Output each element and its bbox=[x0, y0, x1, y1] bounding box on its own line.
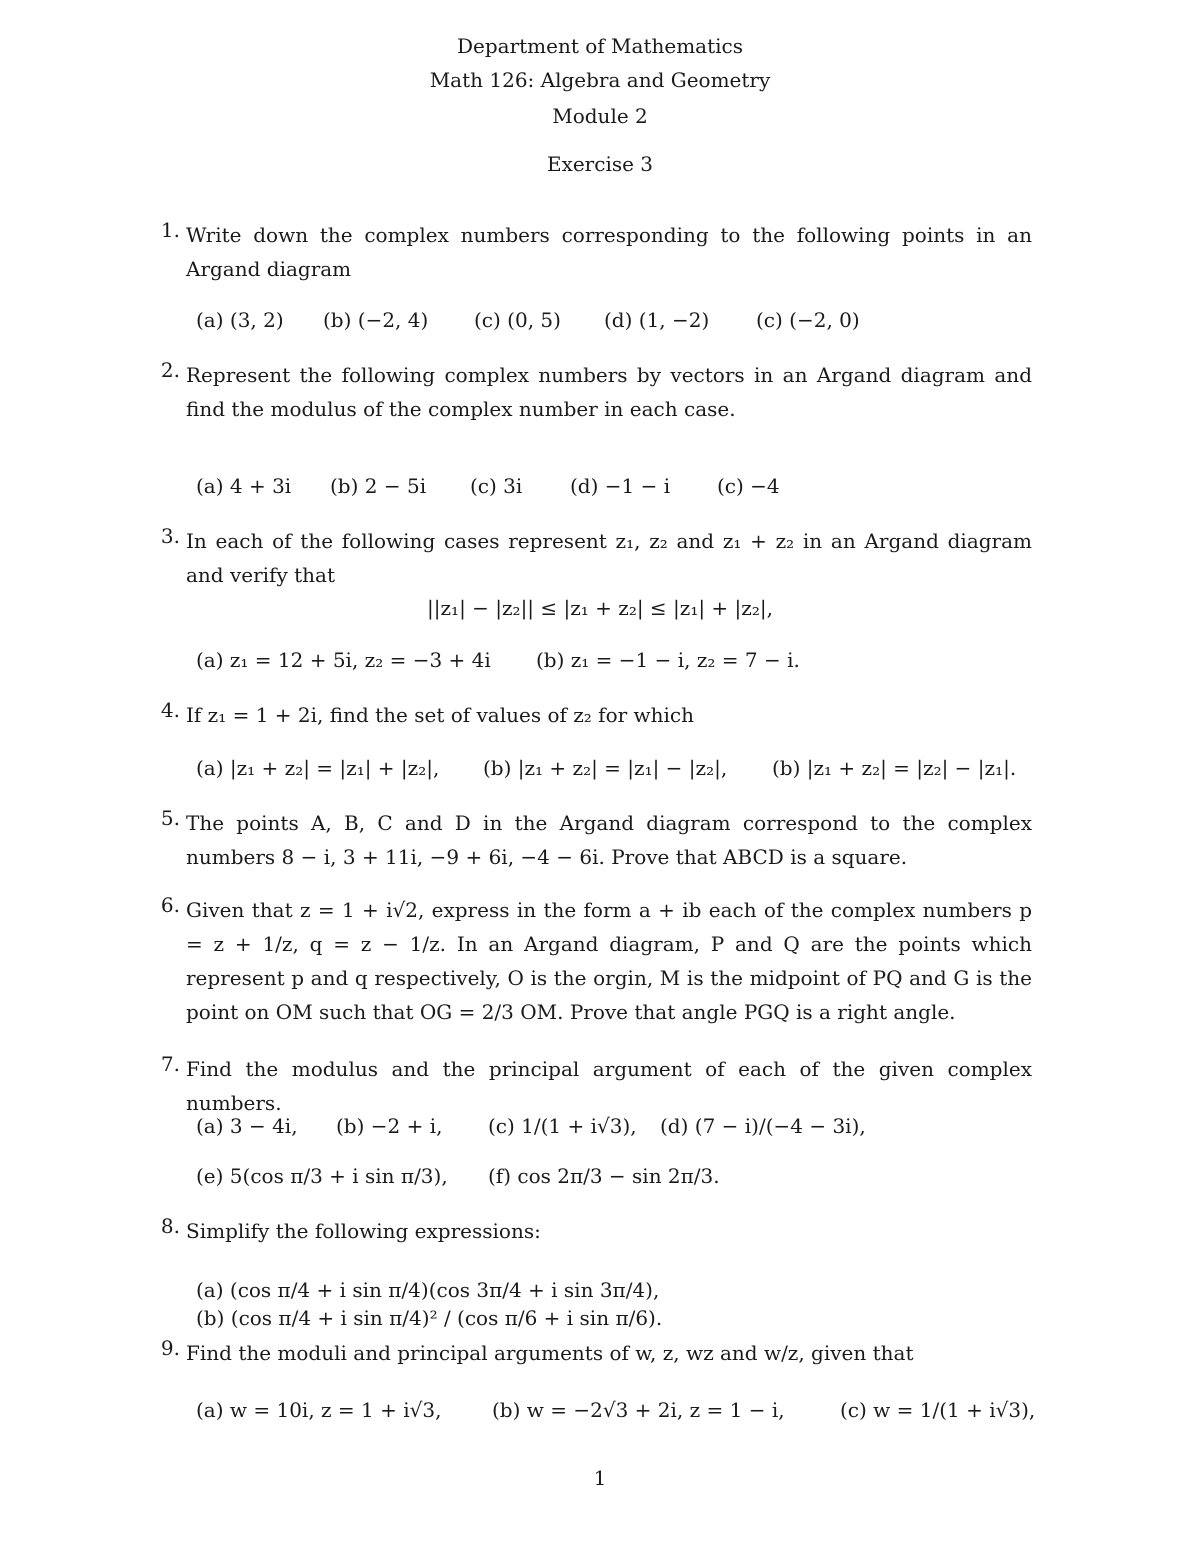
course-title: Math 126: Algebra and Geometry bbox=[429, 68, 771, 92]
question-3-text: In each of the following cases represent z₁, z₂ and z₁ + z₂ in an Argand diagram and verify that bbox=[186, 529, 1032, 587]
q7-part-d: (d) (7 − i)/(−4 − 3i), bbox=[660, 1114, 866, 1138]
q7-part-b: (b) −2 + i, bbox=[336, 1114, 443, 1138]
q4-part-c: (b) |z₁ + z₂| = |z₂| − |z₁|. bbox=[772, 756, 1017, 780]
q2-part-d: (d) −1 − i bbox=[570, 474, 671, 498]
question-1-text: Write down the complex numbers corresponding to the following points in an Argand diagram bbox=[186, 223, 1032, 281]
department-title: Department of Mathematics bbox=[456, 34, 743, 58]
q2-part-e: (c) −4 bbox=[717, 474, 780, 498]
q3-triangle-inequality: ||z₁| − |z₂|| ≤ |z₁ + z₂| ≤ |z₁| + |z₂|, bbox=[427, 596, 773, 620]
q2-part-b: (b) 2 − 5i bbox=[330, 474, 427, 498]
question-9-text: Find the moduli and principal arguments of w, z, wz and w/z, given that bbox=[186, 1341, 914, 1365]
question-3-number: 3. bbox=[160, 524, 180, 548]
q2-part-a: (a) 4 + 3i bbox=[196, 474, 292, 498]
q1-part-c: (c) (0, 5) bbox=[474, 308, 561, 332]
question-8-text: Simplify the following expressions: bbox=[186, 1219, 541, 1243]
q2-part-c: (c) 3i bbox=[470, 474, 523, 498]
q7-part-c: (c) 1/(1 + i√3), bbox=[488, 1114, 637, 1138]
q1-part-a: (a) (3, 2) bbox=[196, 308, 284, 332]
q9-part-a: (a) w = 10i, z = 1 + i√3, bbox=[196, 1398, 442, 1422]
question-2-number: 2. bbox=[160, 358, 180, 382]
question-8-number: 8. bbox=[160, 1214, 180, 1238]
q3-part-b: (b) z₁ = −1 − i, z₂ = 7 − i. bbox=[536, 648, 800, 672]
q1-part-d: (d) (1, −2) bbox=[604, 308, 710, 332]
question-4-text: If z₁ = 1 + 2i, find the set of values of z₂ for which bbox=[186, 703, 695, 727]
q4-part-a: (a) |z₁ + z₂| = |z₁| + |z₂|, bbox=[196, 756, 440, 780]
question-7-text: Find the modulus and the principal argument of each of the given complex numbers. bbox=[186, 1057, 1032, 1115]
q7-part-a: (a) 3 − 4i, bbox=[196, 1114, 298, 1138]
q1-part-b: (b) (−2, 4) bbox=[323, 308, 429, 332]
q9-part-c: (c) w = 1/(1 + i√3), bbox=[840, 1398, 1036, 1422]
question-6-text: Given that z = 1 + i√2, express in the form a + ib each of the complex numbers p = z + 1/z, q = z − 1/z. In an Argand diagram, P and Q are the points which represent p and q respectively, O is the orgin, M is the midpoint of PQ and G is the point on OM such that OG = 2/3 OM. Prove that angle PGQ is a right angle. bbox=[186, 898, 1032, 1024]
question-2-text: Represent the following complex numbers by vectors in an Argand diagram and find the modulus of the complex number in each case. bbox=[186, 363, 1032, 421]
q7-part-f: (f) cos 2π/3 − sin 2π/3. bbox=[488, 1164, 720, 1188]
q9-part-b: (b) w = −2√3 + 2i, z = 1 − i, bbox=[492, 1398, 785, 1422]
question-7-number: 7. bbox=[160, 1052, 180, 1076]
page-number: 1 bbox=[593, 1466, 607, 1490]
q8-part-a: (a) (cos π/4 + i sin π/4)(cos 3π/4 + i sin 3π/4), bbox=[196, 1278, 660, 1302]
q1-part-e: (c) (−2, 0) bbox=[756, 308, 860, 332]
question-1-number: 1. bbox=[160, 218, 180, 242]
q7-part-e: (e) 5(cos π/3 + i sin π/3), bbox=[196, 1164, 448, 1188]
q3-part-a: (a) z₁ = 12 + 5i, z₂ = −3 + 4i bbox=[196, 648, 491, 672]
q4-part-b: (b) |z₁ + z₂| = |z₁| − |z₂|, bbox=[483, 756, 728, 780]
question-4-number: 4. bbox=[160, 698, 180, 722]
module-title: Module 2 bbox=[552, 104, 648, 128]
question-9-number: 9. bbox=[160, 1336, 180, 1360]
question-5-text: The points A, B, C and D in the Argand diagram correspond to the complex numbers 8 − i, 3 + 11i, −9 + 6i, −4 − 6i. Prove that ABCD is a square. bbox=[186, 811, 1032, 869]
q8-part-b: (b) (cos π/4 + i sin π/4)² / (cos π/6 + i sin π/6). bbox=[196, 1306, 663, 1330]
exercise-title: Exercise 3 bbox=[546, 152, 654, 176]
question-6-number: 6. bbox=[160, 893, 180, 917]
question-5-number: 5. bbox=[160, 806, 180, 830]
